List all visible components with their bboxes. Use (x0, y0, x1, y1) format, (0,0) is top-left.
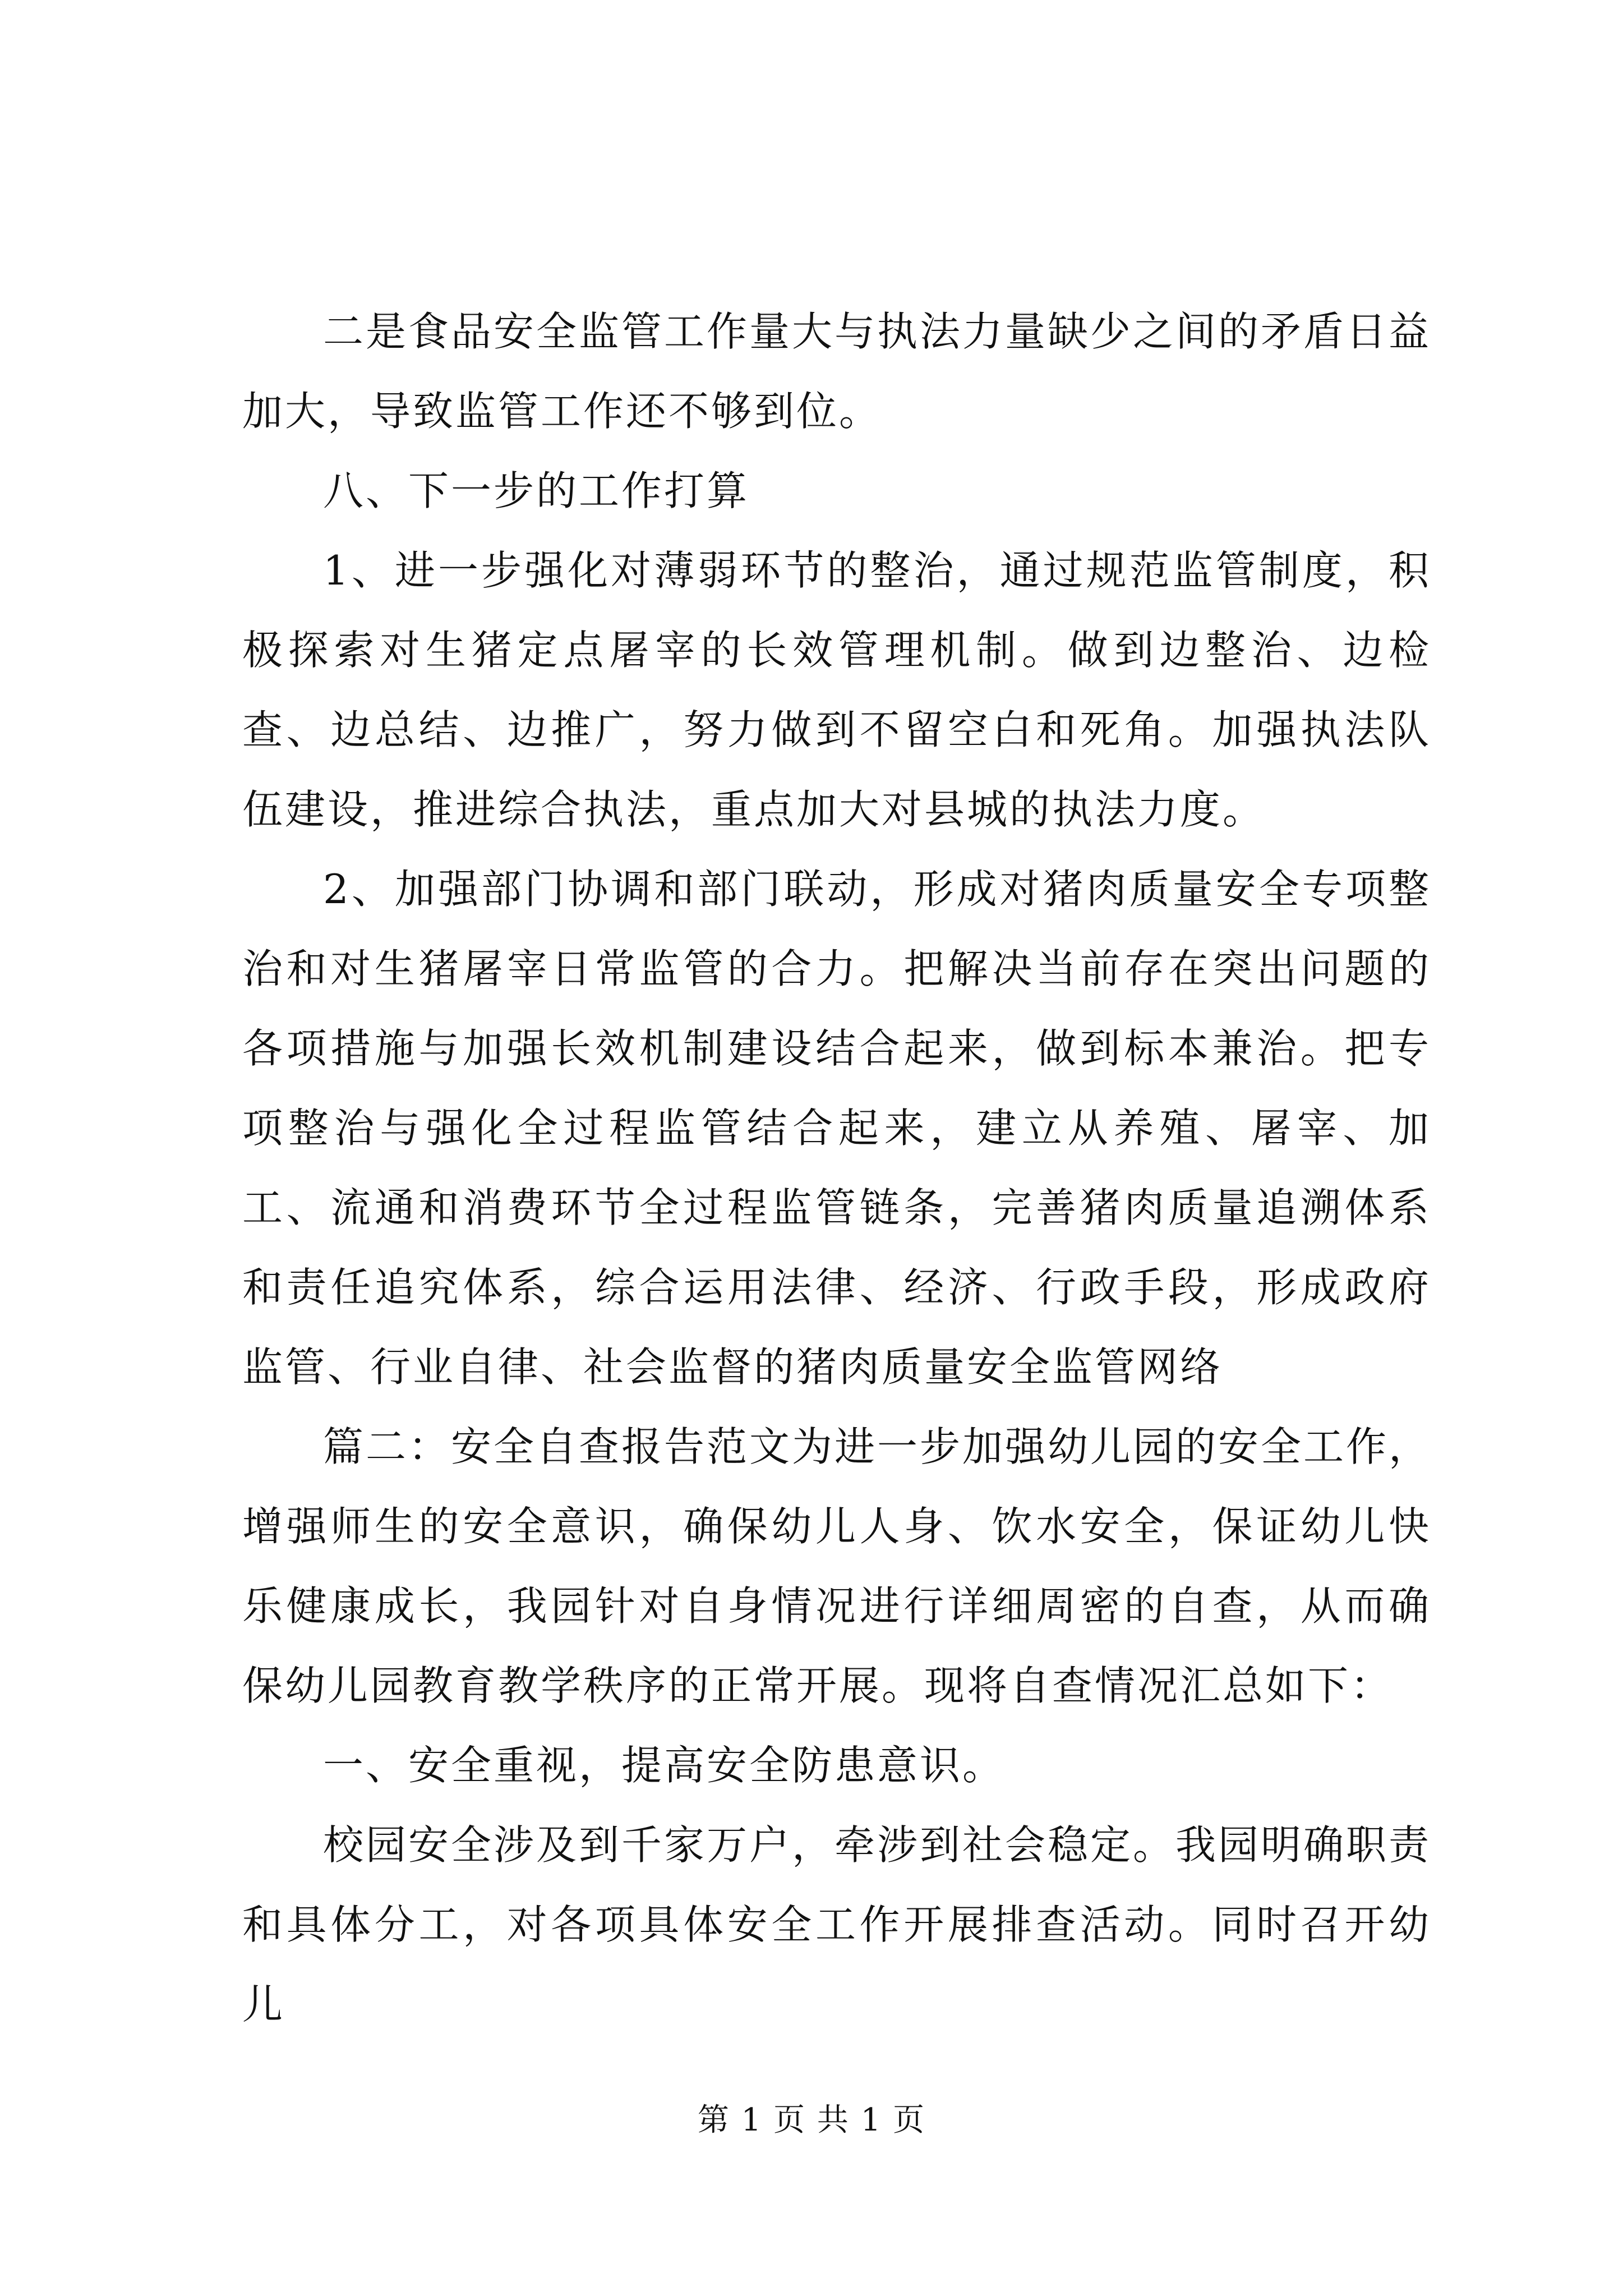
heading-next-steps: 八、下一步的工作打算 (323, 467, 750, 514)
paragraph-part-two-intro: 篇二：安全自查报告范文为进一步加强幼儿园的安全工作，增强师生的安全意识，确保幼儿人身、饮水安全，保证幼儿快乐健康成长，我园针对自身情况进行详细周密的自查，从而确保幼儿园教育教学秩序的正常开展。现将自查情况汇总如下： (242, 1423, 1432, 1709)
paragraph-step-1: 1、进一步强化对薄弱环节的整治，通过规范监管制度，积极探索对生猪定点屠宰的长效管理机制。做到边整治、边检查、边总结、边推广，努力做到不留空白和死角。加强执法队伍建设，推进综合执法，重点加大对县城的执法力度。 (242, 547, 1431, 833)
document-body (242, 292, 1431, 2044)
paragraph-food-safety-contradiction: 二是食品安全监管工作量大与执法力量缺少之间的矛盾日益加大，导致监管工作还不够到位。 (242, 308, 1432, 435)
paragraph-campus-safety: 校园安全涉及到千家万户，牵涉到社会稳定。我园明确职责和具体分工，对各项具体安全工作开展排查活动。同时召开幼儿 (242, 1821, 1432, 2028)
page-footer: 第 1 页 共 1 页 (697, 2102, 926, 2138)
paragraph-step-2: 2、加强部门协调和部门联动，形成对猪肉质量安全专项整治和对生猪屠宰日常监管的合力。把解决当前存在突出问题的各项措施与加强长效机制建设结合起来，做到标本兼治。把专项整治与强化全过程监管结合起来，建立从养殖、屠宰、加工、流通和消费环节全过程监管链条，完善猪肉质量追溯体系和责任追究体系，综合运用法律、经济、行政手段，形成政府监管、行业自律、社会监督的猪肉质量安全监管网络 (242, 866, 1431, 1391)
heading-safety-awareness: 一、安全重视，提高安全防患意识。 (323, 1742, 1006, 1789)
